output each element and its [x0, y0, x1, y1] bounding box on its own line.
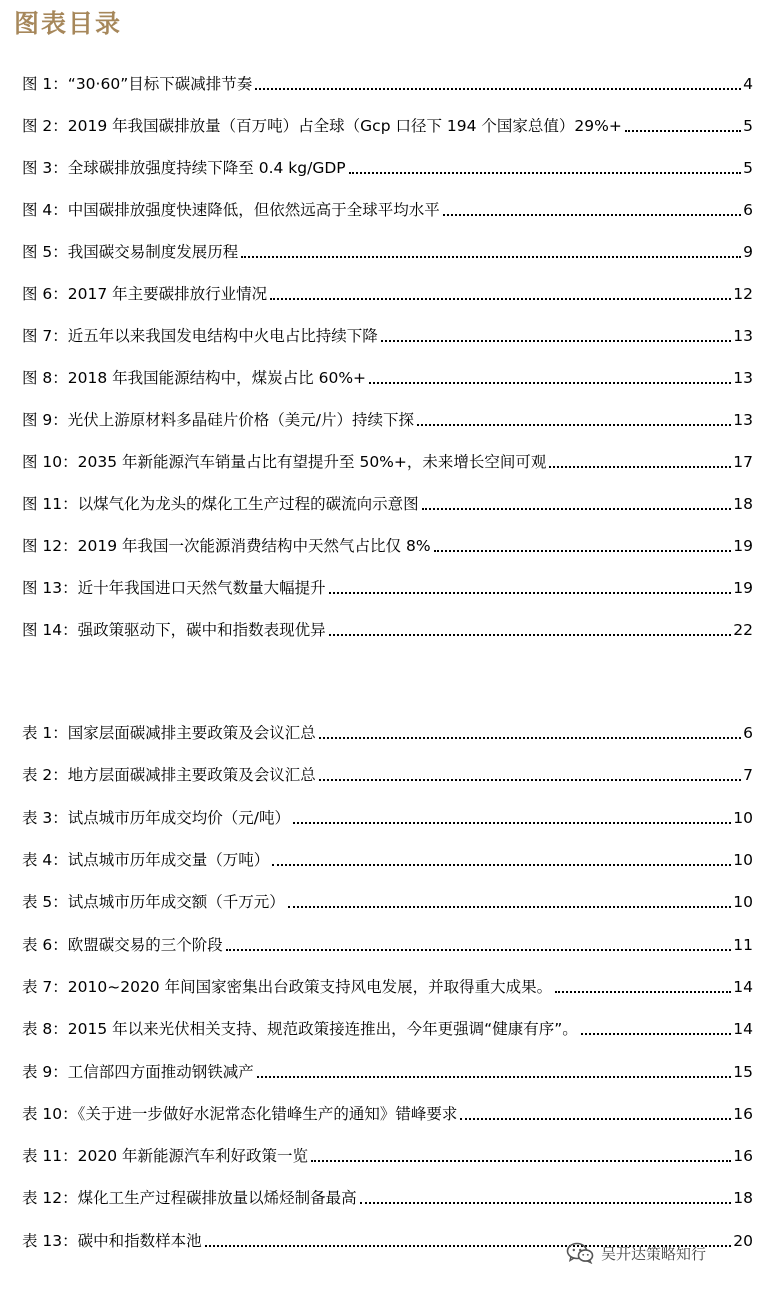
table-entry-title: 表 3：试点城市历年成交均价（元/吨） — [22, 808, 291, 827]
table-entry-title: 表 7：2010~2020 年间国家密集出台政策支持风电发展，并取得重大成果。 — [22, 977, 553, 996]
figure-entry[interactable] — [22, 273, 753, 315]
table-entry-page-number: 11 — [733, 935, 753, 954]
dot-leader — [360, 1202, 732, 1204]
table-entry-title: 表 1：国家层面碳减排主要政策及会议汇总 — [22, 724, 316, 743]
figure-entry-title: 图 1：“30·60”目标下碳减排节奏 — [22, 75, 253, 93]
table-entry[interactable] — [22, 966, 753, 1008]
table-list — [22, 712, 753, 1262]
figure-entry-title: 图 13：近十年我国进口天然气数量大幅提升 — [22, 579, 326, 597]
dot-leader — [288, 906, 731, 908]
table-entry-title: 表 9：工信部四方面推动钢铁减产 — [22, 1062, 254, 1081]
dot-leader — [270, 298, 731, 300]
dot-leader — [255, 88, 741, 90]
dot-leader — [434, 550, 732, 552]
table-entry-page-number: 15 — [733, 1062, 753, 1081]
table-entry-page-number: 10 — [733, 851, 753, 870]
figure-entry-title: 图 11：以煤气化为龙头的煤化工生产过程的碳流向示意图 — [22, 495, 419, 513]
table-entry[interactable] — [22, 839, 753, 881]
figure-entry-title: 图 10：2035 年新能源汽车销量占比有望提升至 50%+，未来增长空间可观 — [22, 453, 547, 471]
table-entry-title: 表 4：试点城市历年成交量（万吨） — [22, 851, 270, 870]
table-entry[interactable] — [22, 1177, 753, 1219]
figure-entry-page-number: 22 — [733, 621, 753, 639]
dot-leader — [311, 1160, 731, 1162]
dot-leader — [549, 466, 731, 468]
dot-leader — [460, 1118, 731, 1120]
table-entry-page-number: 16 — [733, 1104, 753, 1123]
table-entry-page-number: 14 — [733, 1020, 753, 1039]
dot-leader — [349, 172, 742, 174]
table-entry[interactable] — [22, 754, 753, 796]
dot-leader — [329, 634, 732, 636]
table-entry[interactable] — [22, 1093, 753, 1135]
dot-leader — [293, 822, 731, 824]
dot-leader — [272, 864, 731, 866]
table-entry-page-number: 10 — [733, 808, 753, 827]
dot-leader — [369, 382, 731, 384]
dot-leader — [555, 991, 731, 993]
figure-entry[interactable] — [22, 399, 753, 441]
figure-entry[interactable] — [22, 63, 753, 105]
figure-entry-page-number: 13 — [733, 327, 753, 345]
dot-leader — [257, 1076, 731, 1078]
figure-entry[interactable] — [22, 525, 753, 567]
figure-entry[interactable] — [22, 105, 753, 147]
table-entry[interactable] — [22, 923, 753, 965]
figure-entry[interactable] — [22, 609, 753, 651]
figure-entry-page-number: 6 — [743, 201, 753, 219]
figure-entry-page-number: 19 — [733, 579, 753, 597]
wechat-icon — [566, 1242, 594, 1264]
figure-entry[interactable] — [22, 357, 753, 399]
figure-entry-page-number: 5 — [743, 117, 753, 135]
dot-leader — [226, 949, 731, 951]
figure-entry[interactable] — [22, 315, 753, 357]
figure-entry-title: 图 4：中国碳排放强度快速降低，但依然远高于全球平均水平 — [22, 201, 440, 219]
table-entry-page-number: 7 — [743, 766, 753, 785]
figure-entry-page-number: 17 — [733, 453, 753, 471]
figure-entry-title: 图 6：2017 年主要碳排放行业情况 — [22, 285, 268, 303]
table-entry-page-number: 14 — [733, 977, 753, 996]
figure-entry-page-number: 19 — [733, 537, 753, 555]
figure-entry[interactable] — [22, 483, 753, 525]
dot-leader — [625, 130, 741, 132]
table-entry[interactable] — [22, 712, 753, 754]
table-entry-title: 表 2：地方层面碳减排主要政策及会议汇总 — [22, 766, 316, 785]
table-entry-title: 表 5：试点城市历年成交额（千万元） — [22, 893, 285, 912]
watermark — [566, 1242, 706, 1264]
figure-entry-page-number: 9 — [743, 243, 753, 261]
table-entry-page-number: 6 — [743, 724, 753, 743]
dot-leader — [319, 737, 741, 739]
figure-entry-page-number: 4 — [743, 75, 753, 93]
figure-entry[interactable] — [22, 441, 753, 483]
figure-entry-title: 图 8：2018 年我国能源结构中，煤炭占比 60%+ — [22, 369, 367, 387]
figure-entry-page-number: 13 — [733, 369, 753, 387]
dot-leader — [319, 779, 741, 781]
figure-entry-page-number: 13 — [733, 411, 753, 429]
table-entry[interactable] — [22, 1050, 753, 1092]
figure-entry[interactable] — [22, 567, 753, 609]
dot-leader — [422, 508, 732, 510]
figure-entry-page-number: 12 — [733, 285, 753, 303]
table-entry[interactable] — [22, 797, 753, 839]
figure-entry-title: 图 9：光伏上游原材料多晶硅片价格（美元/片）持续下探 — [22, 411, 415, 429]
figure-entry[interactable] — [22, 147, 753, 189]
figure-entry-title: 图 7：近五年以来我国发电结构中火电占比持续下降 — [22, 327, 378, 345]
table-entry-title: 表 11：2020 年新能源汽车利好政策一览 — [22, 1147, 309, 1166]
figure-entry-title: 图 5：我国碳交易制度发展历程 — [22, 243, 239, 261]
dot-leader — [381, 340, 731, 342]
table-entry[interactable] — [22, 1135, 753, 1177]
figure-entry-title: 图 2：2019 年我国碳排放量（百万吨）占全球（Gcp 口径下 194 个国家总值）29%+ — [22, 117, 622, 135]
figure-entry-title: 图 3：全球碳排放强度持续下降至 0.4 kg/GDP — [22, 159, 346, 177]
table-entry-page-number: 18 — [733, 1189, 753, 1208]
table-entry[interactable] — [22, 1008, 753, 1050]
dot-leader — [329, 592, 732, 594]
figure-entry-page-number: 18 — [733, 495, 753, 513]
page-title: 图表目录 — [14, 9, 123, 38]
figure-entry[interactable] — [22, 189, 753, 231]
table-entry-title: 表 13：碳中和指数样本池 — [22, 1231, 202, 1250]
table-entry-page-number: 16 — [733, 1147, 753, 1166]
table-entry[interactable] — [22, 881, 753, 923]
dot-leader — [581, 1033, 732, 1035]
figure-list — [22, 63, 753, 651]
figure-entry-page-number: 5 — [743, 159, 753, 177]
table-entry-title: 表 6：欧盟碳交易的三个阶段 — [22, 935, 223, 954]
table-entry-title: 表 8：2015 年以来光伏相关支持、规范政策接连推出，今年更强调“健康有序”。 — [22, 1020, 578, 1039]
table-entry-page-number: 10 — [733, 893, 753, 912]
figure-entry-title: 图 12：2019 年我国一次能源消费结构中天然气占比仅 8% — [22, 537, 431, 555]
watermark-text: 吴开达策略知行 — [601, 1244, 707, 1263]
table-entry-title: 表 10：《关于进一步做好水泥常态化错峰生产的通知》错峰要求 — [22, 1104, 458, 1123]
dot-leader — [241, 256, 741, 258]
dot-leader — [443, 214, 741, 216]
table-entry-page-number: 20 — [733, 1231, 753, 1250]
table-entry-title: 表 12：煤化工生产过程碳排放量以烯烃制备最高 — [22, 1189, 357, 1208]
figure-entry-title: 图 14：强政策驱动下，碳中和指数表现优异 — [22, 621, 326, 639]
figure-entry[interactable] — [22, 231, 753, 273]
dot-leader — [417, 424, 731, 426]
